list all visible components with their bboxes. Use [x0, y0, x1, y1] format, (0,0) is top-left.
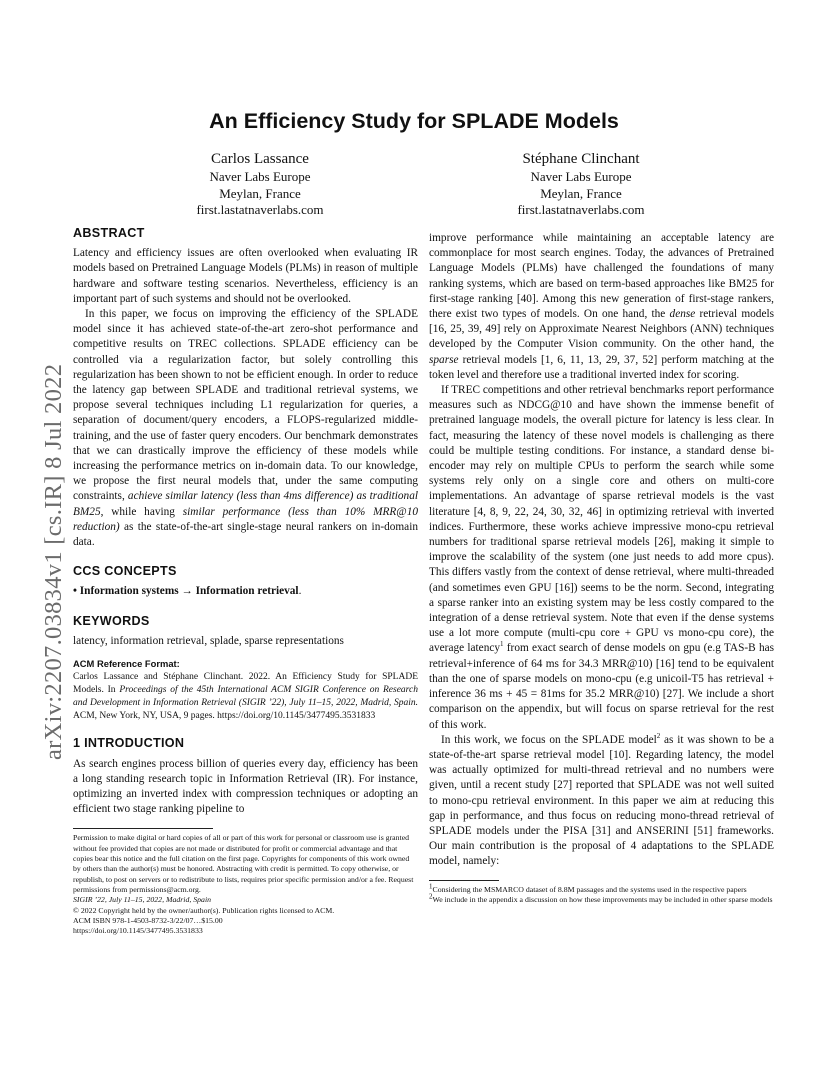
ccs-text: • Information systems → Information retrieval.: [73, 585, 302, 598]
author-affiliation: Naver Labs Europe: [530, 169, 632, 184]
author-location: Meylan, France: [540, 185, 622, 201]
intro-paragraph: improve performance while maintaining an acceptable latency are commonplace for most search engines. Today, the advances of Pretrained Language Models (PLMs) have challenged the foundations of many ranking systems, which are based on term-based approaches like BM25 for first-stage ranking [40]. Among this new generation of first-stage rankers, there exist two types of models. On one hand, the dense retrieval models [16, 25, 39, 49] rely on Approximate Nearest Neighbors (ANN) techniques developed by the Computer Vision community. On the other hand, the sparse retrieval models [1, 6, 11, 13, 29, 37, 52] perform matching at the token level and therefore use a traditional inverted index for scoring.: [429, 232, 775, 381]
author-location: Meylan, France: [219, 185, 301, 201]
intro-paragraph: In this work, we focus on the SPLADE model$^2$ as it was shown to be a state-of-the-art sparse retrieval model [10]. Regarding latency, the model was actually optimized for multi-thread retrieval and no numbers were given, until a recent study [27] reported that SPLADE was not well suited to mono-cpu retrieval environment. In this paper we aim at reducing this gap in performance, and thus focus on reducing mono-thread retrieval of SPLADE models under the PISA [31] and ANSERINI [51] frameworks. Our main contribution is the proposal of 4 adaptations to the SPLADE model, namely:: [429, 731, 774, 868]
acm-reference-text: Carlos Lassance and Stéphane Clinchant. 2022. An Efficiency Study for SPLADE Models. In Proceedings of the 45th International ACM SIGIR Conference on Research and Development in Information Retrieval (SIGIR ’22), July 11–15, 2022, Madrid, Spain. ACM, New York, NY, USA, 9 pages. https://doi.org/10.1145/3477495.3531833: [73, 672, 418, 721]
author-name: Stéphane Clinchant: [522, 151, 640, 167]
left-column: [73, 226, 418, 936]
author-name: Carlos Lassance: [211, 151, 309, 167]
introduction-heading: 1 INTRODUCTION: [73, 736, 185, 751]
arxiv-id: arXiv:2207.03834v1 [cs.IR] 8 Jul 2022: [40, 363, 67, 760]
intro-paragraph: If TREC competitions and other retrieval benchmarks report performance measures such as NDCG@10 and have shown the immense benefit of pretrained language models, the overall picture for latency is less clear. In fact, measuring the latency of these novel models is challenging as there could be multiple testing conditions. For instance, a standard dense bi-encoder may rely on multiple CPUs to perform the search while some systems rely only on a single core and others on multi-core implementations. An advantage of sparse retrieval models is the vast literature [4, 8, 9, 22, 24, 30, 32, 46] in optimizing retrieval with inverted indices. Furthermore, these works achieve impressive mono-cpu retrieval numbers for traditional sparse retrieval models [26], making it simple to improve the scalability of the system (one just needs to add more cpus). This differs vastly from the context of dense retrieval, where multi-threaded (and sometimes even GPU [16]) seems to be the norm. Second, integrating a sparse ranker into an existing system may be less costly compared to the integration of a dense retrieval system. Note that even if the dense systems use a lot more compute (multi-cpu core + GPU vs mono-cpu core), the average latency$^1$ from exact search of dense models on gpu (e.g TAS-B has retrieval+inference of 64 ms for 34.3 MRR@10) [16] tend to be equivalent than the one of sparse models on mono-cpu (e.g unicoil-T5 has retrieval + inference 36 ms + 45 = 81ms for 35.2 MRR@10) [27]. We include a short comparison on the appendix, but will focus on sparse retrieval for the rest of this work.: [429, 384, 774, 731]
isbn: ACM ISBN 978-1-4503-8732-3/22/07…$15.00: [73, 915, 223, 925]
permission-block: [73, 833, 418, 936]
author-email: first.lastatnaverlabs.com: [196, 202, 324, 217]
intro-paragraph: As search engines process billion of queries every day, efficiency has been a long standing research topic in Information Retrieval (IR). For instance, optimizing an inverted index with compression techniques or adopting an efficient two stage ranking pipeline to: [73, 757, 418, 816]
abstract-paragraph: In this paper, we focus on improving the efficiency of the SPLADE model since it has achieved state-of-the-art zero-shot performance and competitive results on TREC collections. SPLADE efficiency can be controlled via a regularization factor, but solely controlling this regularization has been shown to not be efficient enough. In order to reduce the latency gap between SPLADE and traditional retrieval systems, we propose several techniques including L1 regularization for queries, a separation of document/query encoders, a FLOPS-regularized middle-training, and the use of faster query encoders. Our benchmark demonstrates that we can drastically improve the efficiency of these models while increasing the performance metrics on in-domain data. To our knowledge, we propose the first neural models that, under the same computing constraints, achieve similar latency (less than 4ms difference) as traditional BM25, while having similar performance (less than 10% MRR@10 reduction) as the state-of-the-art single-stage neural rankers on in-domain data.: [73, 308, 418, 549]
author-email: first.lastatnaverlabs.com: [517, 202, 645, 217]
footnote-2: $^2$We include in the appendix a discussion on how these improvements may be included in other sparse models: [429, 892, 773, 904]
permission-text: Permission to make digital or hard copies of all or part of this work for personal or classroom use is granted without fee provided that copies are not made or distributed for profit or commercial advantage and that copies bear this notice and the full citation on the first page. Copyrights for components of this work owned by others than the author(s) must be honored. Abstracting with credit is permitted. To copy otherwise, or republish, to post on servers or to redistribute to lists, requires prior specific permission and/or a fee. Request permissions from permissions@acm.org.: [73, 833, 414, 894]
copyright: © 2022 Copyright held by the owner/author(s). Publication rights licensed to ACM.: [73, 905, 335, 915]
author-block-1: [140, 150, 380, 219]
right-column: [429, 231, 774, 905]
footnote-rule: [429, 880, 499, 881]
ccs-heading: CCS CONCEPTS: [73, 564, 177, 579]
keywords-text: latency, information retrieval, splade, sparse representations: [73, 634, 344, 647]
acm-reference-heading: ACM Reference Format:: [73, 658, 180, 670]
paper-title: An Efficiency Study for SPLADE Models: [209, 109, 619, 133]
keywords-heading: KEYWORDS: [73, 613, 150, 628]
footnote-rule: [73, 828, 213, 829]
author-affiliation: Naver Labs Europe: [209, 169, 311, 184]
abstract-heading: ABSTRACT: [73, 226, 145, 240]
arxiv-stamp: [10, 280, 70, 760]
venue: SIGIR ’22, July 11–15, 2022, Madrid, Spain: [73, 895, 212, 905]
footnote-1: $^1$Considering the MSMARCO dataset of 8.8M passages and the systems used in the respective papers: [429, 881, 747, 894]
abstract-paragraph: Latency and efficiency issues are often overlooked when evaluating IR models based on Pretrained Language Models (PLMs) in reason of multiple hardware and software testing scenarios. Nevertheless, efficiency is an important part of such systems and should not be overlooked.: [73, 247, 418, 305]
author-block-2: [461, 150, 701, 219]
doi: https://doi.org/10.1145/3477495.3531833: [73, 926, 203, 936]
